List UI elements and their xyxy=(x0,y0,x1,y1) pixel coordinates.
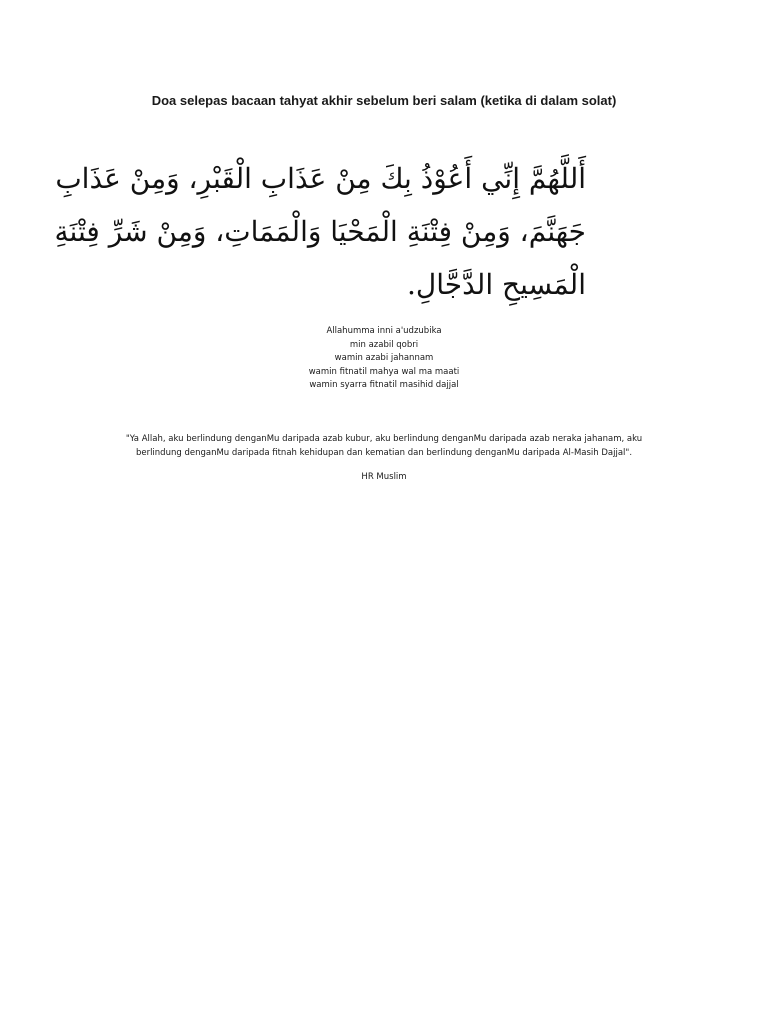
arabic-prayer-text xyxy=(54,152,586,311)
transliteration-line: wamin azabi jahannam xyxy=(334,353,434,363)
arabic-line: جَهَنَّمَ، وَمِنْ فِتْنَةِ الْمَحْيَا وَالْمَمَاتِ، وَمِنْ شَرِّ فِتْنَةِ xyxy=(54,215,586,248)
transliteration-line: wamin fitnatil mahya wal ma maati xyxy=(308,366,460,377)
transliteration-line: Allahumma inni a'udzubika xyxy=(326,326,442,336)
arabic-line: أَللَّهُمَّ إِنِّي أَعُوْذُ بِكَ مِنْ عَذَابِ الْقَبْرِ، وَمِنْ عَذَابِ xyxy=(55,162,586,195)
hadith-source: HR Muslim xyxy=(361,472,407,482)
transliteration-line: min azabil qobri xyxy=(349,339,419,350)
transliteration-block xyxy=(0,325,768,393)
transliteration-line: wamin syarra fitnatil masihid dajjal xyxy=(309,380,459,390)
document-title: Doa selepas bacaan tahyat akhir sebelum beri salam (ketika di dalam solat) xyxy=(151,93,617,108)
arabic-line: الْمَسِيحِ الدَّجَّالِ. xyxy=(407,268,586,301)
translation-paragraph: "Ya Allah, aku berlindung denganMu daripada azab kubur, aku berlindung denganMu daripada azab neraka jahanam, aku berlindung denganMu daripada fitnah kehidupan dan kematian dan berlindung denganMu daripada Al-Masih Dajjal". xyxy=(125,434,643,458)
